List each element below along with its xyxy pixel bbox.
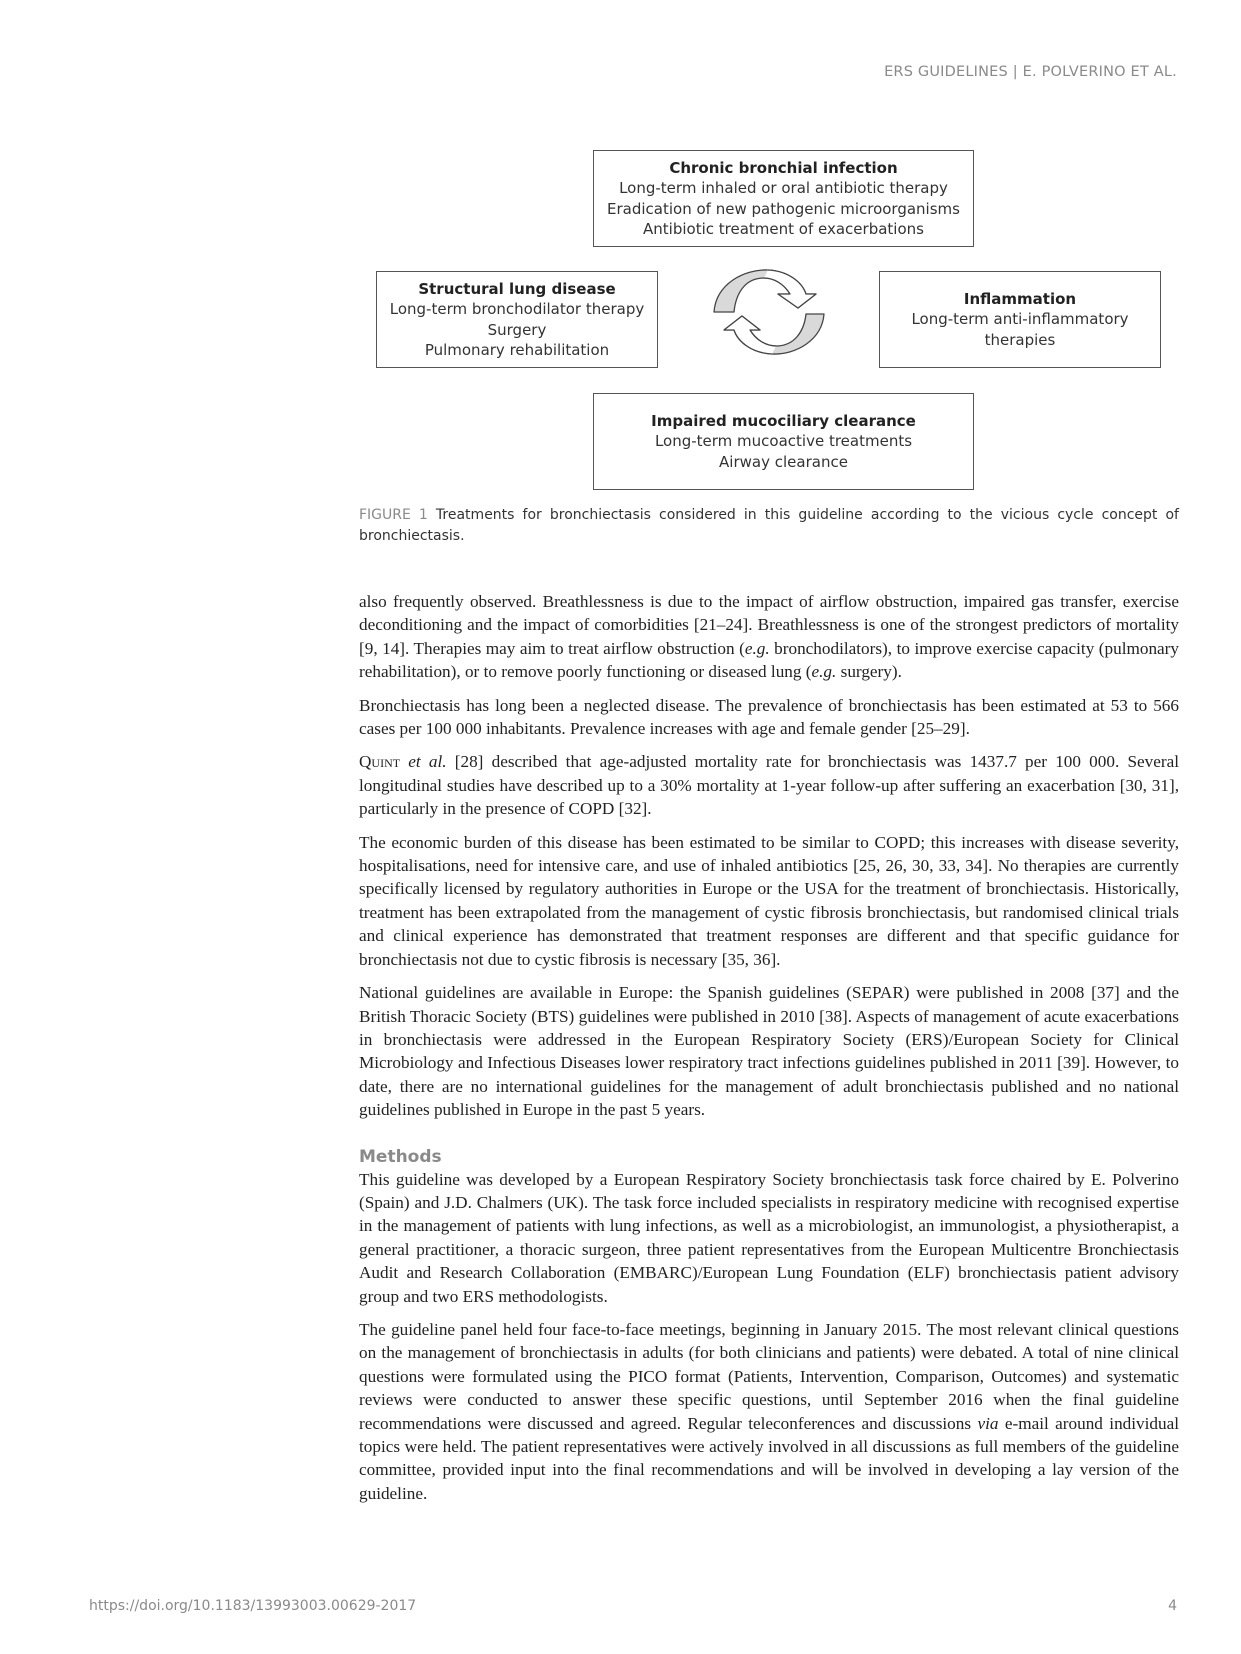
box-title: Impaired mucociliary clearance xyxy=(651,411,916,430)
box-line: Long-term inhaled or oral antibiotic therapy xyxy=(619,179,948,197)
box-inflammation xyxy=(879,271,1161,368)
box-title: Structural lung disease xyxy=(418,279,616,298)
box-line: Long-term bronchodilator therapy xyxy=(389,300,645,318)
box-impaired-mucociliary-clearance xyxy=(593,393,974,490)
box-line: Pulmonary rehabilitation xyxy=(424,341,610,359)
text-run: also frequently observed. Breathlessness is due to the impact of airflow obstruction, impaired gas transfer, exercise deconditioning and the impact of comorbidities [21–24]. Breathlessness is one of the strongest predictors of mortality [9, 14]. Therapies may aim to treat airflow obstruction ( xyxy=(359,592,1179,658)
paragraph: Bronchiectasis has long been a neglected disease. The prevalence of bronchiectasis has been estimated at 53 to 566 cases per 100 000 inhabitants. Prevalence increases with age and female gender [25–29]. xyxy=(359,695,1179,739)
paragraph xyxy=(359,1318,1179,1505)
figure-caption-label: FIGURE 1 xyxy=(359,507,428,523)
paragraph xyxy=(359,590,1179,684)
box-chronic-bronchial-infection xyxy=(593,150,974,247)
figure-caption xyxy=(359,505,1179,546)
text-run: [28] described that age-adjusted mortality rate for bronchiectasis was 1437.7 per 100 000. Several longitudinal studies have described up to a 30% mortality at 1-year follow-up after suffering an exacerbation [30, 31], particularly in the presence of COPD [32]. xyxy=(359,752,1179,819)
box-title: Inflammation xyxy=(963,289,1077,308)
box-title: Chronic bronchial infection xyxy=(669,158,898,177)
figure-1 xyxy=(0,0,1241,560)
text-run: surgery). xyxy=(836,662,902,682)
body-text xyxy=(359,590,1179,1515)
figure-caption-text: Treatments for bronchiectasis considered in this guideline according to the vicious cycle concept of bronchiectasis. xyxy=(359,507,1179,544)
paragraph: National guidelines are available in Europe: the Spanish guidelines (SEPAR) were published in 2008 [37] and the British Thoracic Society (BTS) guidelines were published in 2010 [38]. Aspects of management of acute exacerbations in bronchiectasis were addressed in the European Respiratory Society (ERS)/European Society for Clinical Microbiology and Infectious Diseases lower respiratory tract infections guidelines published in 2011 [39]. However, to date, there are no international guidelines for the management of adult bronchiectasis published and no national guidelines published in Europe in the past 5 years. xyxy=(359,983,1179,1120)
text-run-italic: e.g. xyxy=(744,638,770,658)
running-head: ERS GUIDELINES | E. POLVERINO ET AL. xyxy=(884,64,1177,80)
text-run: The guideline panel held four face-to-face meetings, beginning in January 2015. The most relevant clinical questions on the management of bronchiectasis in adults (for both clinicians and patients) were debated. A total of nine clinical questions were formulated using the PICO format (Patients, Intervention, Comparison, Outcomes) and systematic reviews were conducted to answer these specific questions, until September 2016 when the final guideline recommendations were discussed and agreed. Regular teleconferences and discussions xyxy=(359,1319,1179,1433)
box-line: Antibiotic treatment of exacerbations xyxy=(643,220,924,238)
text-run-italic: et al. xyxy=(400,752,447,772)
text-run-italic: e.g. xyxy=(811,662,837,682)
box-line: Long-term anti-inflammatory xyxy=(911,310,1129,329)
text-run-italic: via xyxy=(977,1413,999,1433)
box-line: Airway clearance xyxy=(719,452,848,471)
box-line: Eradication of new pathogenic microorganisms xyxy=(607,199,960,218)
cycle-arrows-icon xyxy=(706,266,832,358)
paragraph xyxy=(359,750,1179,820)
box-line: Long-term mucoactive treatments xyxy=(654,432,913,451)
box-line: therapies xyxy=(984,330,1056,349)
page-number: 4 xyxy=(1168,1598,1177,1614)
section-heading-methods: Methods xyxy=(359,1146,442,1167)
paragraph: This guideline was developed by a European Respiratory Society bronchiectasis task force chaired by E. Polverino (Spain) and J.D. Chalmers (UK). The task force included specialists in respiratory medicine with recognised expertise in the management of patients with lung infections, as well as a microbiologist, an immunologist, a physiotherapist, a general practitioner, a thoracic surgeon, three patient representatives from the European Multicentre Bronchiectasis Audit and Research Collaboration (EMBARC)/European Lung Foundation (ELF) bronchiectasis patient advisory group and two ERS methodologists. xyxy=(359,1169,1179,1306)
text-run: e-mail around individual topics were held. The patient representatives were actively involved in all discussions as full members of the guideline committee, provided input into the final recommendations and will be involved in developing a lay version of the guideline. xyxy=(359,1413,1179,1503)
paragraph: The economic burden of this disease has been estimated to be similar to COPD; this increases with disease severity, hospitalisations, need for intensive care, and use of inhaled antibiotics [25, 26, 30, 33, 34]. No therapies are currently specifically licensed by regulatory authorities in Europe or the USA for the treatment of bronchiectasis. Historically, treatment has been extrapolated from the management of cystic fibrosis bronchiectasis, but randomised clinical trials and clinical experience has demonstrated that treatment responses are different and that specific guidance for bronchiectasis not due to cystic fibrosis is necessary [35, 36]. xyxy=(359,832,1179,969)
text-run: bronchodilators), to improve exercise capacity (pulmonary rehabilitation), or to remove poorly functioning or diseased lung ( xyxy=(359,638,1179,682)
box-structural-lung-disease xyxy=(376,271,658,368)
author-name: Quint xyxy=(359,752,401,772)
doi-link[interactable]: https://doi.org/10.1183/13993003.00629-2017 xyxy=(89,1598,417,1614)
box-line: Surgery xyxy=(487,320,547,339)
